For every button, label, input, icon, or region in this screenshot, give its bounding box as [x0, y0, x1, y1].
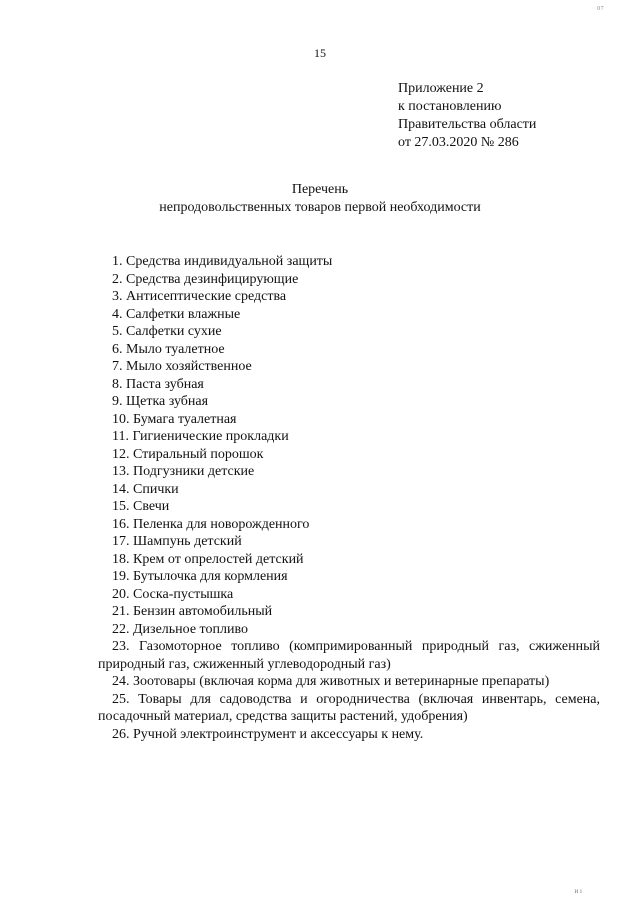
corner-scan-mark: ₀₇ [597, 0, 604, 11]
footer-scan-mark: и ı [574, 887, 582, 895]
list-item: 24. Зоотовары (включая корма для животных и ветеринарные препараты) [112, 674, 550, 689]
list-item: 16. Пеленка для новорожденного [112, 516, 310, 532]
list-item: 17. Шампунь детский [112, 534, 242, 549]
list-item: 18. Крем от опрелостей детский [112, 551, 304, 567]
list-item: 26. Ручной электроинструмент и аксессуары к нему. [112, 726, 424, 742]
list-item: 19. Бутылочка для кормления [112, 569, 288, 584]
appendix-line: Правительства области [398, 117, 537, 132]
list-item: 5. Салфетки сухие [112, 324, 222, 339]
appendix-line: к постановлению [398, 99, 502, 114]
list-item: 10. Бумага туалетная [112, 411, 237, 427]
list-item: 6. Мыло туалетное [112, 341, 225, 357]
list-item: 21. Бензин автомобильный [112, 604, 273, 619]
list-item: 23. Газомоторное топливо (компримированный природный газ, сжиженный природный газ, сжиженный углеводородный газ) [98, 639, 600, 672]
list-item: 2. Средства дезинфицирующие [112, 271, 299, 287]
list-item: 12. Стиральный порошок [112, 446, 264, 462]
list-item: 15. Свечи [112, 499, 170, 514]
list-item: 11. Гигиенические прокладки [112, 429, 289, 444]
list-item: 9. Щетка зубная [112, 394, 209, 409]
list-item: 13. Подгузники детские [112, 464, 255, 479]
title-line: Перечень [291, 182, 349, 197]
list-item: 3. Антисептические средства [112, 289, 287, 304]
list-item: 14. Спички [112, 481, 179, 497]
list-item: 25. Товары для садоводства и огородничества (включая инвентарь, семена, посадочный материал, средства защиты растений, удобрения) [98, 691, 600, 724]
list-item: 4. Салфетки влажные [112, 306, 241, 322]
list-item: 22. Дизельное топливо [112, 621, 248, 637]
document-title [0, 181, 640, 217]
list-item: 1. Средства индивидуальной защиты [112, 254, 333, 269]
title-subtitle: непродовольственных товаров первой необходимости [159, 200, 481, 215]
appendix-line: Приложение 2 [398, 81, 484, 96]
page-number: 15 [314, 46, 326, 60]
appendix-line: от 27.03.2020 № 286 [398, 135, 519, 150]
list-item: 8. Паста зубная [112, 376, 204, 392]
list-item: 7. Мыло хозяйственное [112, 359, 252, 374]
appendix-block [398, 80, 536, 152]
list-item: 20. Соска-пустышка [112, 586, 234, 602]
goods-list [98, 253, 600, 743]
